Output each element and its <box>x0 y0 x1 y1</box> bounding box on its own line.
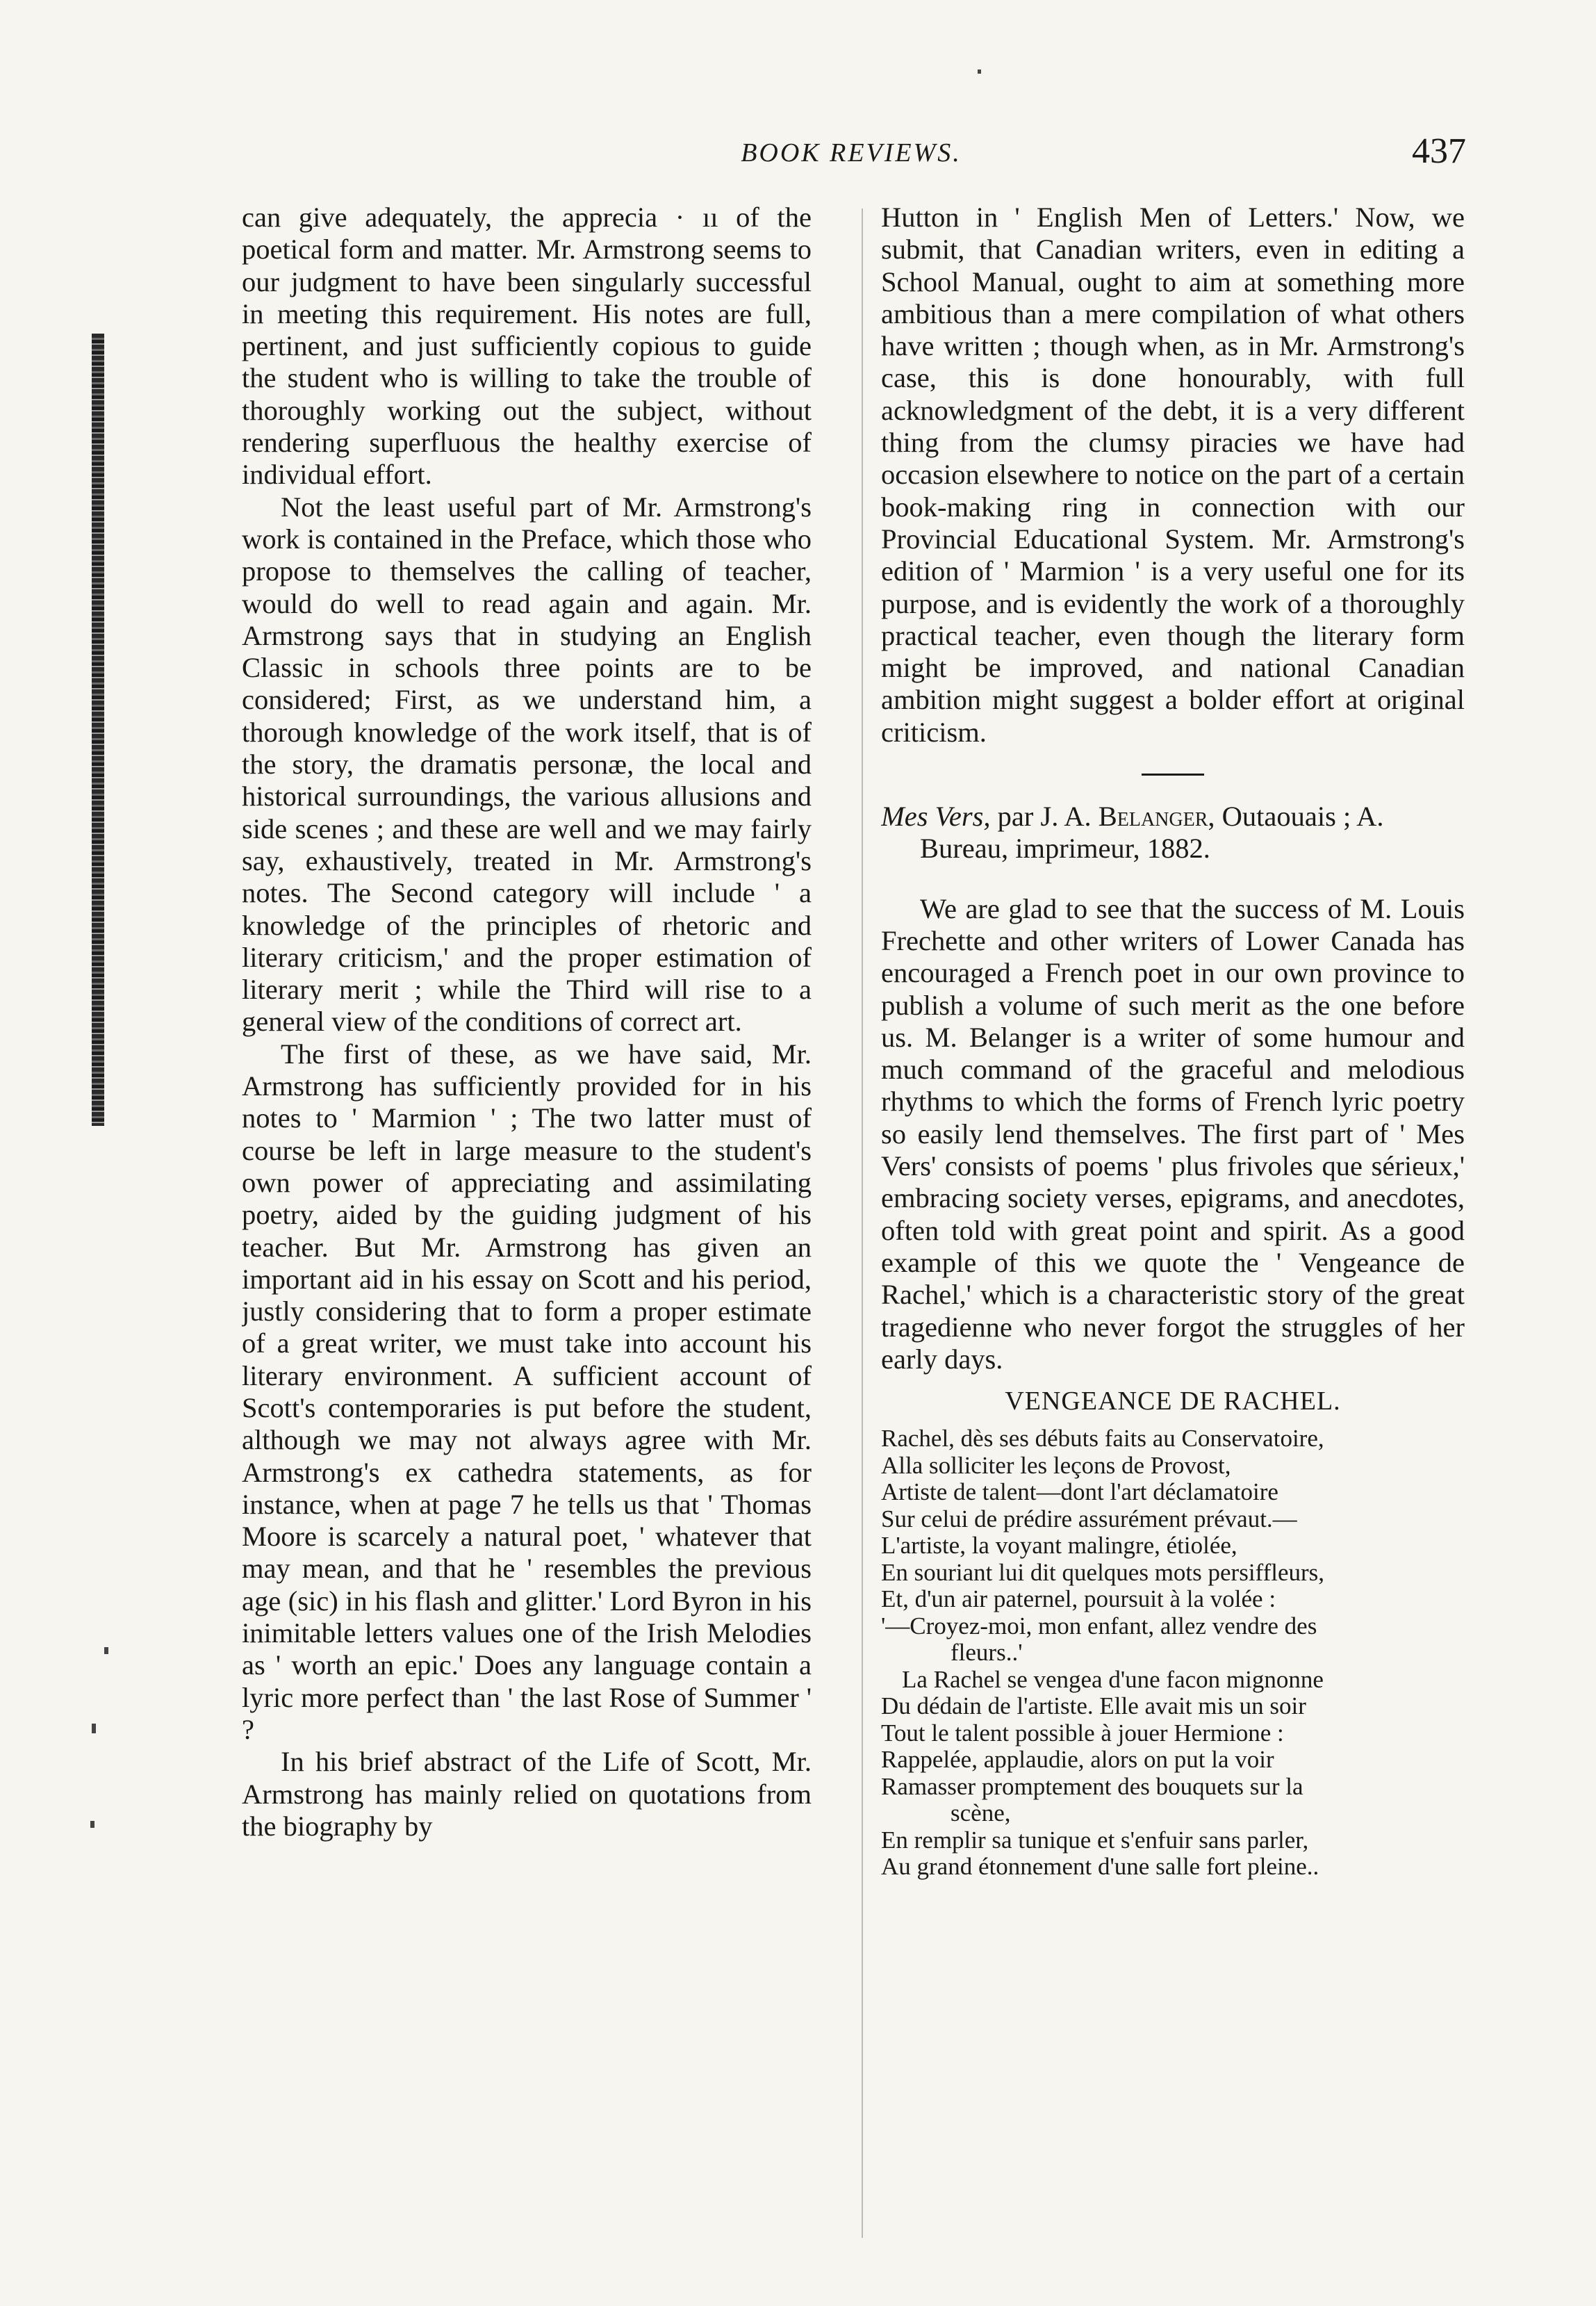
book-citation <box>881 801 1465 865</box>
paragraph: We are glad to see that the success of M. Louis Frechette and other writers of Lower Canada has encouraged a French poet in our own province to publish a volume of such merit as the one before us. M. Belanger is a writer of some humour and much command of the graceful and melodious rhythms to which the forms of French lyric poetry so easily lend themselves. The first part of ' Mes Vers' consists of poems ' plus frivoles que sérieux,' embracing society verses, epigrams, and anecdotes, often told with great point and spirit. As a good example of this we quote the ' Vengeance de Rachel,' which is a characteristic story of the great tragedienne who never forgot the struggles of her early days. <box>881 892 1465 1375</box>
margin-mark <box>978 69 981 74</box>
margin-mark <box>90 1821 94 1828</box>
page-number: 437 <box>1412 131 1466 171</box>
paragraph: In his brief abstract of the Life of Scott, Mr. Armstrong has mainly relied on quotations from the biography by <box>242 1746 812 1842</box>
page-header <box>236 131 1466 186</box>
margin-mark <box>104 1647 108 1654</box>
paragraph: can give adequately, the apprecia · ıı of the poetical form and matter. Mr. Armstrong seems to our judgment to have been singularly successful in meeting this requirement. His notes are full, pertinent, and just sufficiently copious to guide the student who is willing to take the trouble of thoroughly working out the subject, without rendering superfluous the healthy exercise of individual effort. <box>242 202 812 491</box>
poem-line: Artiste de talent—dont l'art déclamatoire <box>881 1478 1278 1506</box>
poem-line: En souriant lui dit quelques mots persiffleurs, <box>881 1558 1325 1586</box>
section-divider <box>1142 774 1204 776</box>
poem-line: Alla solliciter les leçons de Provost, <box>881 1451 1231 1479</box>
book-title: Mes Vers, <box>881 801 991 833</box>
poem-line: Sur celui de prédire assurément prévaut.— <box>881 1505 1297 1532</box>
poem-line: Au grand étonnement d'une salle fort pleine.. <box>881 1853 1319 1881</box>
poem-line: L'artiste, la voyant malingre, étiolée, <box>881 1532 1237 1560</box>
poem-line: Du dédain de l'artiste. Elle avait mis un soir <box>881 1692 1306 1720</box>
book-by: par J. A. <box>997 801 1092 833</box>
poem-line: '—Croyez-moi, mon enfant, allez vendre des <box>881 1612 1317 1639</box>
poem-line: Et, d'un air paternel, poursuit à la volée : <box>881 1585 1276 1613</box>
running-title: BOOK REVIEWS. <box>741 138 962 167</box>
binding-edge-strip <box>92 334 104 1126</box>
paragraph: Hutton in ' English Men of Letters.' Now, we submit, that Canadian writers, even in editing a School Manual, ought to aim at something more ambitious than a mere compilation of what others have written ; though when, as in Mr. Armstrong's case, this is done honourably, with full acknowledgment of the debt, it is a very different thing from the clumsy piracies we have had occasion elsewhere to notice on the part of a certain book-making ring in connection with our Provincial Educational System. Mr. Armstrong's edition of ' Marmion ' is a very useful one for its purpose, and is evidently the work of a thoroughly practical teacher, even though the literary form might be improved, and national Canadian ambition might suggest a bolder effort at original criticism. <box>881 202 1465 748</box>
poem-line: Rappelée, applaudie, alors on put la voir <box>881 1746 1274 1774</box>
book-publication: Outaouais ; A. Bureau, imprimeur, 1882. <box>920 801 1384 865</box>
poem-line: fleurs..' <box>951 1639 1023 1667</box>
right-column <box>881 202 1465 2259</box>
paragraph: The first of these, as we have said, Mr. Armstrong has sufficiently provided for in his notes to ' Marmion ' ; The two latter must of course be left in large measure to the student's own power of appreciating and assimilating poetry, aided by the guiding judgment of his teacher. But Mr. Armstrong has given an important aid in his essay on Scott and his period, justly considering that to form a proper estimate of a great writer, we must take into account his literary environment. A sufficient account of Scott's contemporaries is put before the student, although we may not always agree with Mr. Armstrong's ex cathedra statements, as for instance, when at page 7 he tells us that ' Thomas Moore is scarcely a natural poet, ' whatever that may mean, and that he ' resembles the previous age (sic) in his flash and glitter.' Lord Byron in his inimitable letters values one of the Irish Melodies as ' worth an epic.' Does any language contain a lyric more perfect than ' the last Rose of Summer ' ? <box>242 1038 812 1745</box>
column-divider <box>862 208 863 2238</box>
poem-title: VENGEANCE DE RACHEL. <box>1005 1387 1341 1416</box>
poem <box>881 1425 1465 1881</box>
margin-mark <box>92 1724 96 1733</box>
poem-line: En remplir sa tunique et s'enfuir sans parler, <box>881 1826 1309 1854</box>
poem-line: scène, <box>951 1799 1011 1827</box>
poem-line: Ramasser promptement des bouquets sur la <box>881 1772 1303 1800</box>
book-author: Belanger, <box>1098 801 1215 833</box>
poem-line: La Rachel se vengea d'une facon mignonne <box>902 1665 1324 1693</box>
paragraph: Not the least useful part of Mr. Armstrong's work is contained in the Preface, which those who propose to themselves the calling of teacher, would do well to read again and again. Mr. Armstrong says that in studying an English Classic in schools three points are to be considered; First, as we understand him, a thorough knowledge of the work itself, that is of the story, the dramatis personæ, the local and historical surroundings, the various allusions and side scenes ; and these are well and we may fairly say, exhaustively, treated in Mr. Armstrong's notes. The Second category will include ' a knowledge of the principles of rhetoric and literary criticism,' and the proper estimation of literary merit ; while the Third will rise to a general view of the conditions of correct art. <box>242 491 812 1038</box>
left-column <box>242 202 812 2259</box>
poem-line: Tout le talent possible à jouer Hermione : <box>881 1719 1284 1747</box>
poem-line: Rachel, dès ses débuts faits au Conservatoire, <box>881 1425 1324 1453</box>
